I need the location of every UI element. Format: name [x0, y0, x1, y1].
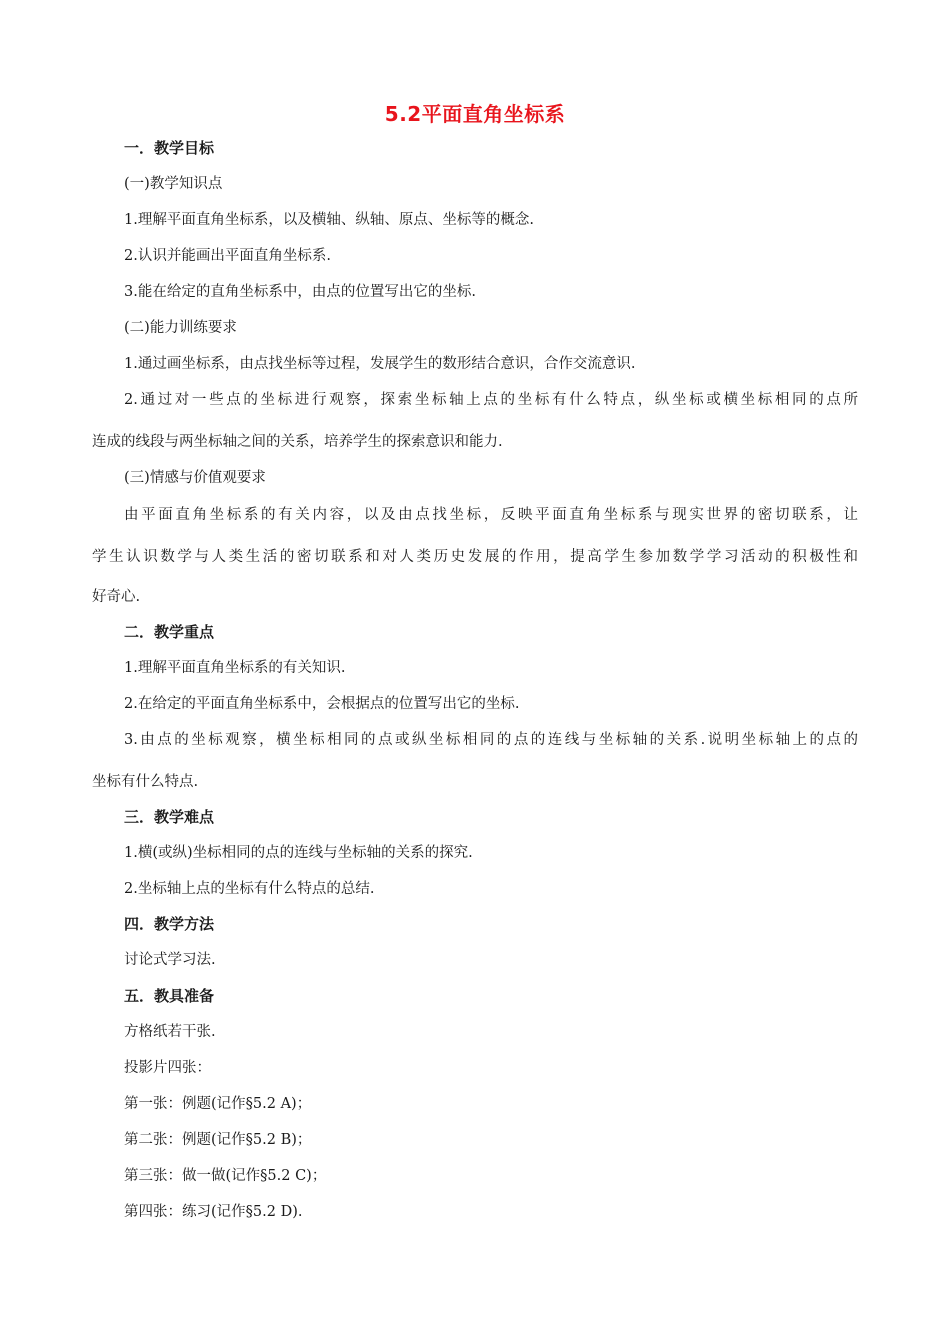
- section-heading-methods: 四．教学方法: [124, 915, 215, 933]
- paragraph-line: 3.能在给定的直角坐标系中，由点的位置写出它的坐标.: [124, 284, 476, 300]
- paragraph-line: 2.坐标轴上点的坐标有什么特点的总结.: [124, 881, 375, 897]
- section-heading-materials: 五．教具准备: [124, 987, 215, 1005]
- list-item: 第四张：练习(记作§5.2 D).: [124, 1204, 303, 1220]
- paragraph-line: 由平面直角坐标系的有关内容，以及由点找坐标，反映平面直角坐标系与现实世界的密切联系，让: [124, 507, 858, 523]
- list-item: 第一张：例题(记作§5.2 A)；: [124, 1096, 312, 1112]
- subsection-heading: (一)教学知识点: [124, 176, 223, 192]
- paragraph-line: 3.由点的坐标观察，横坐标相同的点或纵坐标相同的点的连线与坐标轴的关系.说明坐标轴上的点的: [124, 732, 858, 748]
- paragraph-line: 1.理解平面直角坐标系的有关知识.: [124, 660, 346, 676]
- subsection-heading: (二)能力训练要求: [124, 320, 237, 336]
- paragraph-line: 2.通过对一些点的坐标进行观察，探索坐标轴上点的坐标有什么特点，纵坐标或横坐标相同的点所: [124, 392, 858, 408]
- paragraph-line: 连成的线段与两坐标轴之间的关系，培养学生的探索意识和能力.: [92, 434, 503, 450]
- paragraph-line: 1.通过画坐标系，由点找坐标等过程，发展学生的数形结合意识，合作交流意识.: [124, 356, 636, 372]
- paragraph-line: 方格纸若干张.: [124, 1024, 216, 1040]
- paragraph-line: 学生认识数学与人类生活的密切联系和对人类历史发展的作用，提高学生参加数学学习活动的积极性和: [92, 549, 858, 565]
- list-item: 第三张：做一做(记作§5.2 C)；: [124, 1168, 327, 1184]
- paragraph-line: 坐标有什么特点.: [92, 774, 199, 790]
- section-heading-difficulties: 三．教学难点: [124, 808, 215, 826]
- document-title: 5.2平面直角坐标系: [384, 102, 566, 126]
- list-item: 第二张：例题(记作§5.2 B)；: [124, 1132, 312, 1148]
- paragraph-line: 2.认识并能画出平面直角坐标系.: [124, 248, 331, 264]
- subsection-heading: (三)情感与价值观要求: [124, 470, 266, 486]
- paragraph-line: 1.理解平面直角坐标系，以及横轴、纵轴、原点、坐标等的概念.: [124, 212, 534, 228]
- paragraph-line: 投影片四张：: [124, 1060, 211, 1076]
- paragraph-line: 1.横(或纵)坐标相同的点的连线与坐标轴的关系的探究.: [124, 845, 473, 861]
- paragraph-line: 好奇心.: [92, 589, 141, 605]
- paragraph-line: 讨论式学习法.: [124, 952, 216, 968]
- section-heading-objectives: 一．教学目标: [124, 139, 215, 157]
- section-heading-key-points: 二．教学重点: [124, 623, 215, 641]
- paragraph-line: 2.在给定的平面直角坐标系中，会根据点的位置写出它的坐标.: [124, 696, 520, 712]
